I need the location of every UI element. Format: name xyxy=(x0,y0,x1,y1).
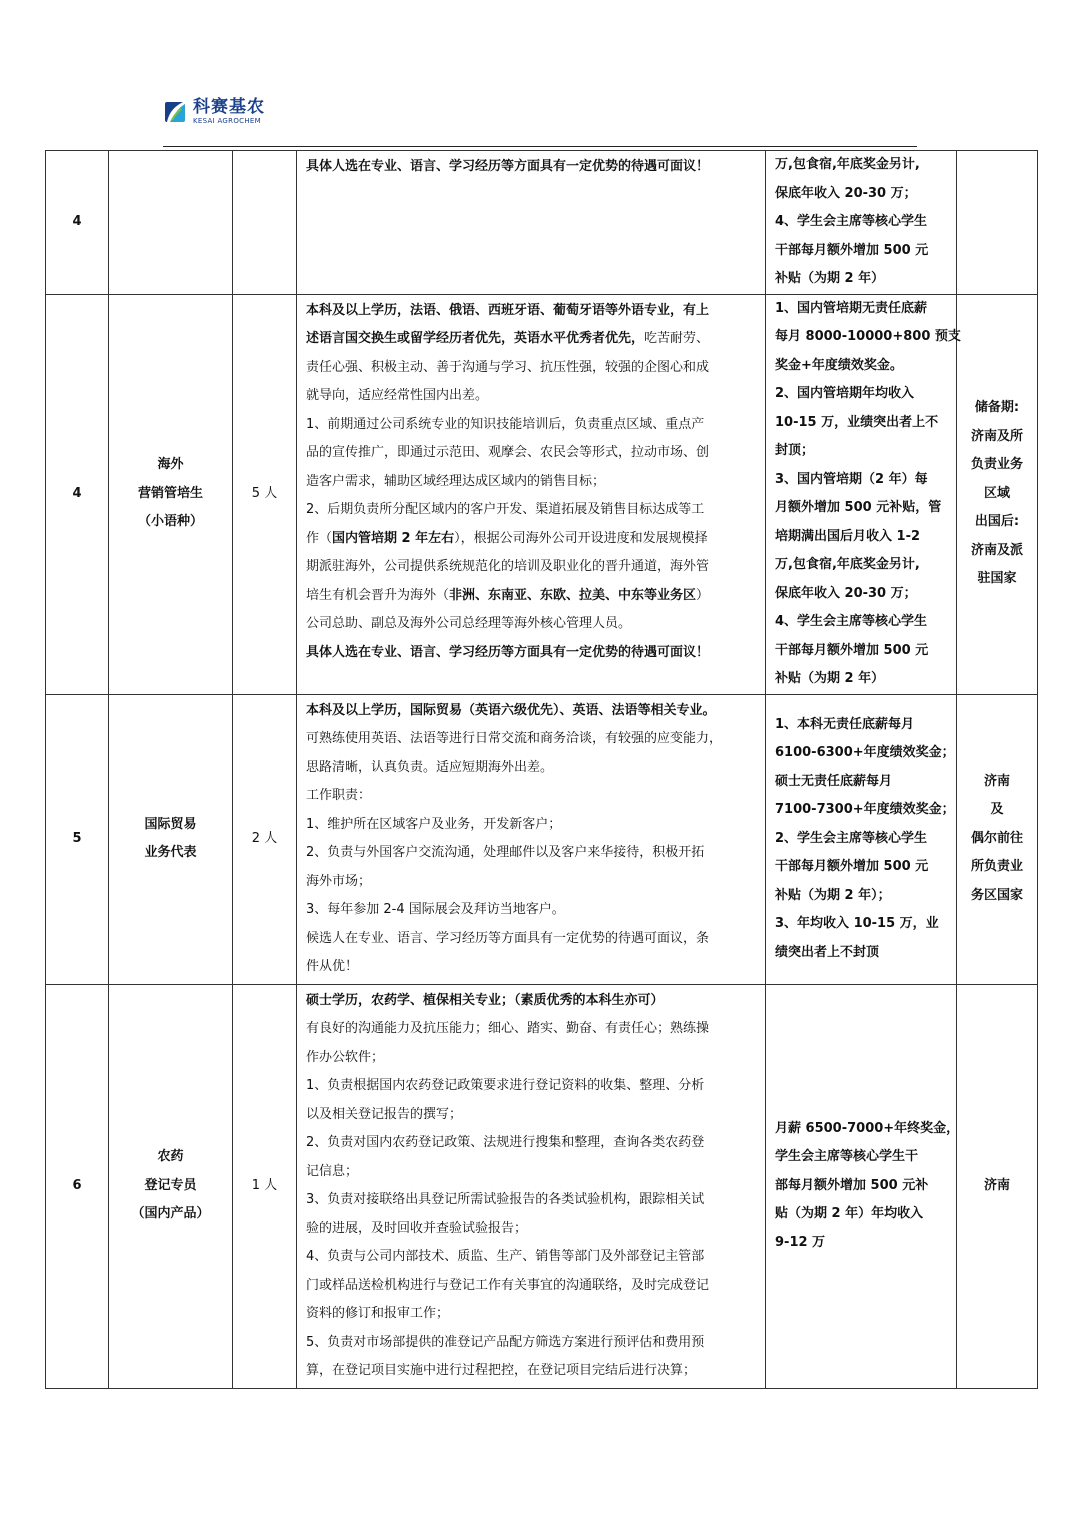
compensation-line: 学生会主席等核心学生干 xyxy=(775,1149,919,1165)
requirement-text: 1、负责根据国内农药登记政策要求进行登记资料的收集、整理、分析 xyxy=(306,1078,705,1093)
requirement-line xyxy=(306,953,757,982)
requirement-text: 算，在登记项目实施中进行过程把控，在登记项目完结后进行决算； xyxy=(306,1363,697,1378)
row-number-cell: 6 xyxy=(46,984,109,1388)
position-title-cell xyxy=(109,984,233,1388)
requirement-line xyxy=(306,1044,757,1073)
requirement-line xyxy=(306,411,757,440)
work-location-line: 济南及派 xyxy=(970,542,1023,558)
requirement-line xyxy=(306,697,757,726)
compensation-line: 4、学生会主席等核心学生 xyxy=(775,214,928,229)
requirement-text: 思路清晰，认真负责。适应短期海外出差。 xyxy=(306,759,554,775)
position-title-line: （小语种） xyxy=(137,514,203,530)
requirement-line xyxy=(306,1215,757,1244)
requirement-text: 作办公软件； xyxy=(306,1049,385,1065)
position-title-line: 登记专员 xyxy=(144,1177,197,1193)
work-location-line: 负责业务 xyxy=(970,457,1023,473)
compensation-line: 培期满出国后月收入 1-2 xyxy=(775,528,921,544)
compensation-line: 硕士无责任底薪每月 xyxy=(775,773,893,789)
requirement-line xyxy=(306,868,757,897)
logo-chinese-name: 科赛基农 xyxy=(193,97,265,117)
compensation-line: 9-12 万 xyxy=(775,1234,826,1250)
compensation-cell xyxy=(766,694,957,984)
work-location-line: 偶尔前往 xyxy=(970,830,1023,846)
work-location-line: 济南 xyxy=(983,773,1010,789)
requirement-line xyxy=(306,896,757,925)
requirement-text: 件从优！ xyxy=(306,959,359,974)
requirement-text: 3、每年参加 2-4 国际展会及拜访当地客户。 xyxy=(306,902,565,917)
compensation-line: 2、国内管培期年均收入 xyxy=(775,386,915,401)
requirement-text: 门或样品送检机构进行与登记工作有关事宜的沟通联络，及时完成登记 xyxy=(306,1277,710,1293)
requirement-line xyxy=(306,468,757,497)
requirement-line xyxy=(306,925,757,954)
compensation-line: 6100-6300+年度绩效奖金； xyxy=(775,745,955,761)
requirement-text: 硕士学历，农药学、植保相关专业；（素质优秀的本科生亦可） xyxy=(306,992,664,1008)
requirement-line xyxy=(306,1186,757,1215)
requirement-text: 2、后期负责所分配区域内的客户开发、渠道拓展及销售目标达成等工 xyxy=(306,502,705,517)
requirement-line xyxy=(306,610,757,639)
compensation-line: 奖金+年度绩效奖金。 xyxy=(775,357,903,373)
position-title-cell xyxy=(109,694,233,984)
logo-english-name: KESAI AGROCHEM xyxy=(193,117,261,125)
table-row xyxy=(46,294,1038,694)
requirements-cell xyxy=(297,294,766,694)
requirement-text: 述语言国交换生或留学经历者优先，英语水平优秀者优先， xyxy=(306,331,645,346)
requirement-text: 本科及以上学历，国际贸易（英语六级优先）、英语、法语等相关专业。 xyxy=(306,702,716,718)
requirement-text: 期派驻海外，公司提供系统规范化的培训及职业化的晋升通道，海外管 xyxy=(306,559,710,574)
compensation-line: 保底年收入 20-30 万； xyxy=(775,585,917,601)
requirement-line xyxy=(306,382,757,411)
headcount-cell xyxy=(233,151,297,295)
compensation-line: 4、学生会主席等核心学生 xyxy=(775,614,928,629)
requirement-text: ），根据公司海外公司开设进度和发展规模择 xyxy=(454,530,708,546)
row-number-cell: 5 xyxy=(46,694,109,984)
requirement-text: ） xyxy=(696,587,710,603)
requirement-line xyxy=(306,439,757,468)
compensation-line: 月额外增加 500 元补贴，管 xyxy=(775,500,942,515)
requirement-text: 验的进展，及时回收并查验试验报告； xyxy=(306,1220,528,1236)
compensation-line: 保底年收入 20-30 万； xyxy=(775,185,917,201)
requirement-line xyxy=(306,1101,757,1130)
requirement-text: 责任心强、积极主动、善于沟通与学习、抗压性强，较强的企图心和成 xyxy=(306,359,710,375)
requirement-text: 造客户需求，辅助区域经理达成区域内的销售目标； xyxy=(306,473,606,489)
requirement-line xyxy=(306,1158,757,1187)
job-table xyxy=(45,150,1038,1389)
work-location-cell xyxy=(957,151,1038,295)
requirement-line xyxy=(306,811,757,840)
table-row xyxy=(46,151,1038,295)
compensation-line: 干部每月额外增加 500 元 xyxy=(775,242,929,258)
work-location-cell xyxy=(957,694,1038,984)
compensation-line: 封顶； xyxy=(775,443,815,458)
requirement-line xyxy=(306,153,757,182)
requirement-text: 国内管培期 2 年左右 xyxy=(332,530,455,546)
requirement-line xyxy=(306,754,757,783)
position-title-line: 海外 xyxy=(157,457,184,473)
compensation-cell xyxy=(766,294,961,694)
requirement-text: 候选人在专业、语言、学习经历等方面具有一定优势的待遇可面议，条 xyxy=(306,930,710,946)
requirement-line xyxy=(306,782,757,811)
requirement-text: 培生有机会晋升为海外（ xyxy=(306,587,450,603)
requirement-line xyxy=(306,297,757,326)
table-row xyxy=(46,694,1038,984)
job-table-body xyxy=(46,151,1038,1389)
compensation-line: 10-15 万，业绩突出者上不 xyxy=(775,414,939,430)
work-location-line: 所负责业 xyxy=(970,859,1023,875)
requirement-line xyxy=(306,839,757,868)
compensation-line: 贴（为期 2 年）年均收入 xyxy=(775,1206,924,1222)
table-row xyxy=(46,984,1038,1388)
compensation-line: 2、学生会主席等核心学生 xyxy=(775,830,928,846)
compensation-line: 补贴（为期 2 年）； xyxy=(775,887,891,903)
requirements-cell xyxy=(297,151,766,295)
requirement-line xyxy=(306,639,757,668)
requirement-text: 具体人选在专业、语言、学习经历等方面具有一定优势的待遇可面议！ xyxy=(306,159,710,174)
requirement-line xyxy=(306,354,757,383)
work-location-line: 出国后: xyxy=(974,514,1020,530)
requirement-text: 记信息； xyxy=(306,1163,359,1179)
requirement-text: 可熟练使用英语、法语等进行日常交流和商务洽谈，有较强的应变能力， xyxy=(306,731,723,746)
requirement-line xyxy=(306,525,757,554)
requirement-text: 公司总助、副总及海外公司总经理等海外核心管理人员。 xyxy=(306,616,632,631)
compensation-line: 月薪 6500-7000+年终奖金， xyxy=(775,1120,960,1136)
requirement-line xyxy=(306,1300,757,1329)
compensation-line: 部每月额外增加 500 元补 xyxy=(775,1177,929,1193)
work-location-line: 济南及所 xyxy=(970,428,1023,444)
position-title-line: 业务代表 xyxy=(144,845,197,860)
requirement-text: 作（ xyxy=(306,530,333,546)
compensation-line: 每月 8000-10000+800 预支 xyxy=(775,329,961,344)
requirement-text: 1、维护所在区域客户及业务，开发新客户； xyxy=(306,816,562,832)
requirement-text: 4、负责与公司内部技术、质监、生产、销售等部门及外部登记主管部 xyxy=(306,1249,705,1264)
requirement-text: 就导向，适应经常性国内出差。 xyxy=(306,388,489,403)
position-title-cell xyxy=(109,151,233,295)
requirement-text: 工作职责： xyxy=(306,788,372,803)
work-location-line: 储备期: xyxy=(974,400,1020,416)
work-location-line: 务区国家 xyxy=(970,887,1023,903)
compensation-cell xyxy=(766,984,960,1388)
position-title-line: （国内产品） xyxy=(131,1206,210,1222)
row-number-cell: 4 xyxy=(46,294,109,694)
requirement-text: 品的宣传推广，即通过示范田、观摩会、农民会等形式，拉动市场、创 xyxy=(306,445,710,460)
compensation-line: 补贴（为期 2 年） xyxy=(775,671,885,686)
work-location-cell xyxy=(957,984,1038,1388)
requirement-text: 2、负责对国内农药登记政策、法规进行搜集和整理，查询各类农药登 xyxy=(306,1135,705,1150)
compensation-line: 3、年均收入 10-15 万，业 xyxy=(775,916,939,932)
work-location-line: 区域 xyxy=(983,485,1010,501)
requirement-line xyxy=(306,1329,757,1358)
position-title-line: 国际贸易 xyxy=(144,816,197,832)
requirement-text: 本科及以上学历，法语、俄语、西班牙语、葡萄牙语等外语专业，有上 xyxy=(306,302,710,318)
requirement-line xyxy=(306,1129,757,1158)
requirement-text: 2、负责与外国客户交流沟通，处理邮件以及客户来华接待，积极开拓 xyxy=(306,845,705,860)
requirement-text: 5、负责对市场部提供的准登记产品配方筛选方案进行预评估和费用预 xyxy=(306,1334,705,1350)
compensation-line: 7100-7300+年度绩效奖金； xyxy=(775,802,955,818)
compensation-line: 万,包食宿,年底奖金另计, xyxy=(775,557,920,572)
compensation-line: 1、国内管培期无责任底薪 xyxy=(775,300,928,316)
headcount-cell: 1 人 xyxy=(233,984,297,1388)
requirements-cell xyxy=(297,984,766,1388)
row-number-cell: 4 xyxy=(46,151,109,295)
requirements-cell xyxy=(297,694,766,984)
requirement-text: 具体人选在专业、语言、学习经历等方面具有一定优势的待遇可面议！ xyxy=(306,644,710,660)
requirement-text: 海外市场； xyxy=(306,873,372,889)
requirement-line xyxy=(306,1243,757,1272)
work-location-cell xyxy=(957,294,1038,694)
requirement-line xyxy=(306,1072,757,1101)
requirement-text: 以及相关登记报告的撰写； xyxy=(306,1106,463,1122)
requirement-line xyxy=(306,987,757,1016)
requirement-line xyxy=(306,1357,757,1386)
requirement-text: 有良好的沟通能力及抗压能力；细心、踏实、勤奋、有责任心；熟练操 xyxy=(306,1021,710,1036)
compensation-line: 绩突出者上不封顶 xyxy=(775,944,880,960)
requirement-text: 非洲、东南亚、东欧、拉美、中东等业务区 xyxy=(449,587,697,603)
company-logo xyxy=(163,98,265,126)
headcount-cell: 2 人 xyxy=(233,694,297,984)
requirement-line xyxy=(306,325,757,354)
requirement-line xyxy=(306,553,757,582)
compensation-line: 补贴（为期 2 年） xyxy=(775,271,885,286)
header-divider xyxy=(163,146,917,147)
compensation-cell xyxy=(766,151,957,295)
position-title-cell xyxy=(109,294,233,694)
requirement-line xyxy=(306,496,757,525)
compensation-line: 万,包食宿,年底奖金另计, xyxy=(775,157,920,172)
requirement-line xyxy=(306,1272,757,1301)
work-location-line: 济南 xyxy=(983,1177,1010,1193)
requirement-text: 资料的修订和报审工作； xyxy=(306,1306,450,1321)
work-location-line: 及 xyxy=(990,802,1004,818)
position-title-line: 营销管培生 xyxy=(137,485,203,501)
requirement-line xyxy=(306,1015,757,1044)
compensation-line: 3、国内管培期（2 年）每 xyxy=(775,471,928,487)
requirement-line xyxy=(306,725,757,754)
requirement-text: 3、负责对接联络出具登记所需试验报告的各类试验机构，跟踪相关试 xyxy=(306,1192,705,1207)
requirement-text: 吃苦耐劳、 xyxy=(644,331,710,346)
kesai-logo-icon xyxy=(163,100,187,124)
compensation-line: 1、本科无责任底薪每月 xyxy=(775,716,915,732)
requirement-line xyxy=(306,582,757,611)
position-title-line: 农药 xyxy=(157,1149,184,1165)
compensation-line: 干部每月额外增加 500 元 xyxy=(775,859,929,875)
headcount-cell: 5 人 xyxy=(233,294,297,694)
requirement-text: 1、前期通过公司系统专业的知识技能培训后，负责重点区域、重点产 xyxy=(306,416,705,432)
compensation-line: 干部每月额外增加 500 元 xyxy=(775,642,929,658)
work-location-line: 驻国家 xyxy=(977,571,1017,587)
